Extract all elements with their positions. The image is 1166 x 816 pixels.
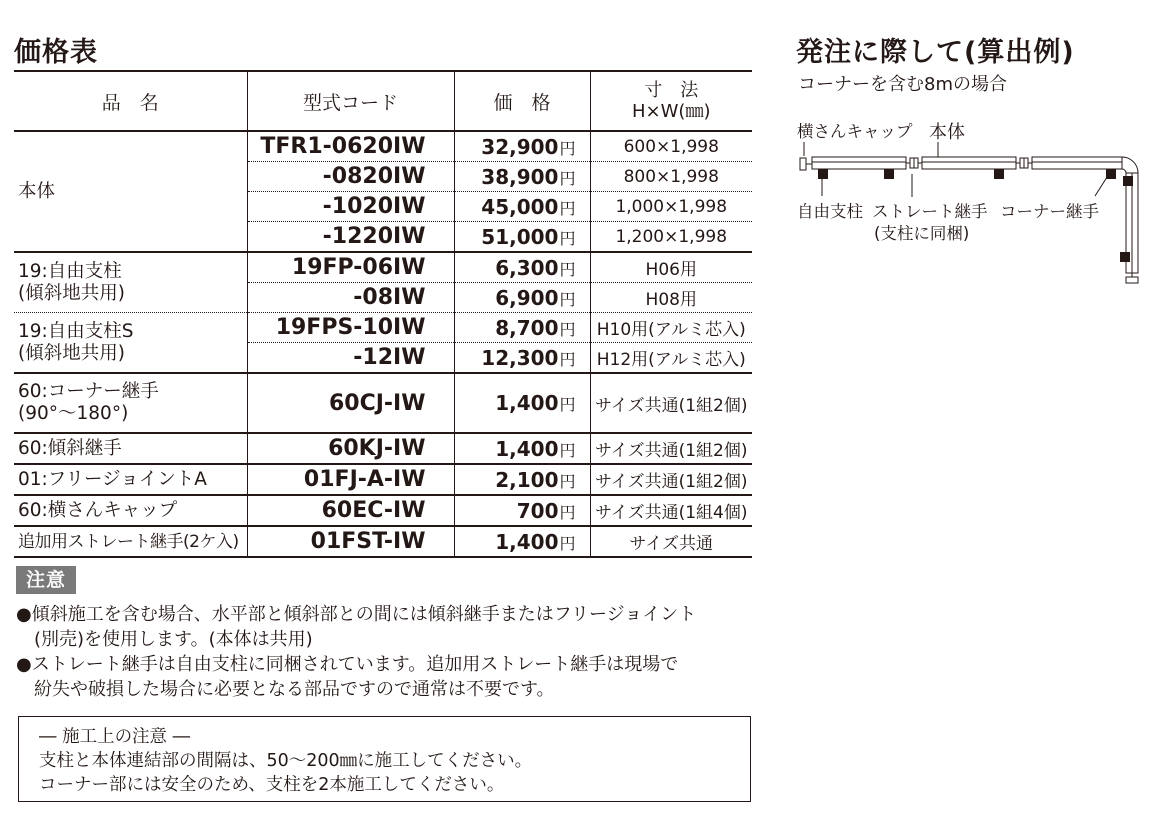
model-code: -1220IW	[247, 222, 454, 253]
price-table-title: 価格表	[14, 37, 98, 68]
price: 45,000円	[454, 192, 590, 222]
dimensions: 1,200×1,998	[590, 222, 752, 253]
construction-note-line: 支柱と本体連結部の間隔は、50～200㎜に施工してください。	[39, 751, 533, 771]
model-code: 60EC-IW	[247, 495, 454, 526]
header-code: 型式コード	[247, 71, 454, 131]
straight-joint	[1024, 158, 1028, 168]
end-cap	[1126, 277, 1138, 283]
label-body: 本体	[929, 122, 965, 143]
label-corner-joint: コーナー継手	[1000, 202, 1099, 221]
fence-panel	[922, 157, 1016, 169]
table-row	[14, 252, 752, 283]
price: 1,400円	[454, 373, 590, 433]
dimensions: 1,000×1,998	[590, 192, 752, 222]
post	[1106, 169, 1116, 179]
dimensions: サイズ共通(1組2個)	[590, 464, 752, 495]
fence-panel	[1032, 157, 1122, 169]
product-name: 19:自由支柱 (傾斜地共用)	[14, 252, 247, 313]
table-row	[14, 495, 752, 526]
product-name: 01:フリージョイントA	[14, 464, 247, 495]
model-code: 19FPS-10IW	[247, 313, 454, 343]
model-code: -1020IW	[247, 192, 454, 222]
model-code: -12IW	[247, 343, 454, 374]
table-row	[14, 373, 752, 433]
label-cap: 横さんキャップ	[797, 122, 913, 141]
straight-joint	[910, 158, 914, 168]
header-price: 価 格	[454, 71, 590, 131]
table-row	[14, 313, 752, 343]
product-name: 60:傾斜継手	[14, 433, 247, 464]
notes-badge: 注意	[16, 566, 76, 594]
table-row	[14, 526, 752, 557]
price: 12,300円	[454, 343, 590, 374]
product-name: 追加用ストレート継手(2ケ入)	[14, 526, 247, 557]
product-name: 60:コーナー継手 (90°～180°)	[14, 373, 247, 433]
model-code: TFR1-0620IW	[247, 131, 454, 162]
straight-joint	[914, 158, 918, 168]
ordering-subtitle: コーナーを含む8mの場合	[798, 74, 1007, 95]
table-row	[14, 464, 752, 495]
corner-joint	[1122, 157, 1138, 173]
ordering-title: 発注に際して(算出例)	[796, 37, 1075, 68]
model-code: -0820IW	[247, 162, 454, 192]
header-dims	[590, 71, 752, 131]
post	[818, 169, 828, 179]
note-line: ●傾斜施工を含む場合、水平部と傾斜部との間には傾斜継手またはフリージョイント	[16, 604, 697, 625]
end-cap	[800, 158, 806, 170]
model-code: 60CJ-IW	[247, 373, 454, 433]
table-row	[14, 131, 752, 162]
dimensions: 600×1,998	[590, 131, 752, 162]
price: 38,900円	[454, 162, 590, 192]
dimensions: サイズ共通(1組4個)	[590, 495, 752, 526]
construction-note-line: コーナー部には安全のため、支柱を2本施工してください。	[39, 775, 505, 795]
notes-list	[16, 602, 696, 702]
note-line: 紛失や破損した場合に必要となる部品ですので通常は不要です。	[16, 679, 555, 700]
dimensions: H08用	[590, 283, 752, 313]
dimensions: サイズ共通	[590, 526, 752, 557]
fence-panel	[812, 157, 906, 169]
price: 32,900円	[454, 131, 590, 162]
note-line: ●ストレート継手は自由支柱に同梱されています。追加用ストレート継手は現場で	[16, 654, 679, 675]
straight-joint	[1020, 158, 1024, 168]
product-name: 60:横さんキャップ	[14, 495, 247, 526]
product-name: 19:自由支柱S (傾斜地共用)	[14, 313, 247, 374]
model-code: 19FP-06IW	[247, 252, 454, 283]
product-name: 本体	[14, 131, 247, 252]
label-free-post: 自由支柱	[797, 202, 863, 221]
price: 700円	[454, 495, 590, 526]
price: 2,100円	[454, 464, 590, 495]
dimensions: サイズ共通(1組2個)	[590, 433, 752, 464]
post	[1123, 176, 1133, 186]
model-code: 01FJ-A-IW	[247, 464, 454, 495]
price: 51,000円	[454, 222, 590, 253]
model-code: 60KJ-IW	[247, 433, 454, 464]
dimensions: 800×1,998	[590, 162, 752, 192]
header-name: 品 名	[14, 71, 247, 131]
note-line: (別売)を使用します。(本体は共用)	[16, 629, 313, 650]
model-code: 01FST-IW	[247, 526, 454, 557]
header-dims-title: 寸 法	[644, 80, 699, 101]
price: 6,900円	[454, 283, 590, 313]
label-straight-joint: ストレート継手	[872, 202, 988, 221]
price-table	[14, 70, 752, 558]
model-code: -08IW	[247, 283, 454, 313]
price: 8,700円	[454, 313, 590, 343]
price: 6,300円	[454, 252, 590, 283]
dimensions: H12用(アルミ芯入)	[590, 343, 752, 374]
post	[994, 169, 1004, 179]
label-straight-joint-note: (支柱に同梱)	[874, 224, 970, 243]
construction-notes-title: ― 施工上の注意 ―	[39, 727, 191, 747]
price: 1,400円	[454, 433, 590, 464]
fence-layout-diagram	[780, 110, 1160, 300]
post	[1120, 252, 1130, 262]
header-dims-unit: H×W(㎜)	[632, 101, 711, 122]
dimensions: H10用(アルミ芯入)	[590, 313, 752, 343]
dimensions: H06用	[590, 252, 752, 283]
post	[884, 169, 894, 179]
dimensions: サイズ共通(1組2個)	[590, 373, 752, 433]
price: 1,400円	[454, 526, 590, 557]
table-row	[14, 433, 752, 464]
price-table-header	[14, 71, 752, 131]
construction-notes-box	[18, 716, 751, 802]
